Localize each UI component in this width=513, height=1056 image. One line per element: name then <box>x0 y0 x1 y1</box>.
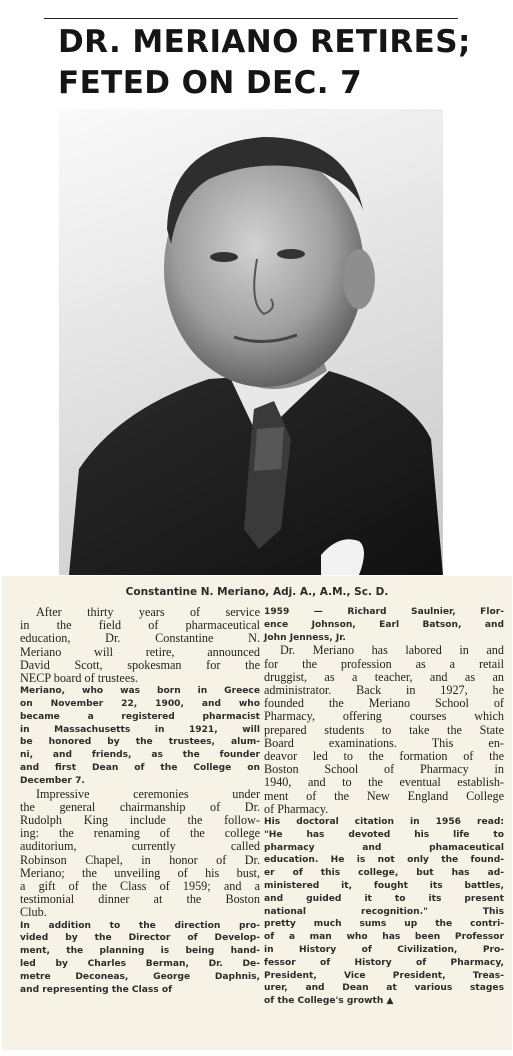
article-line: Dr. Meriano has labored in and <box>280 643 504 658</box>
article-line: His doctoral citation in 1956 read: <box>264 817 504 828</box>
article-paragraph <box>264 606 504 644</box>
article-line: David Scott, spokesman for the <box>20 657 260 672</box>
article-line: and representing the Class of <box>20 984 173 995</box>
article-line: vided by the Director of Develop- <box>20 933 260 944</box>
article-line: and first Dean of the College on <box>20 763 260 773</box>
article-line: be honored by the trustees, alum- <box>20 737 260 748</box>
article-line: John Jenness, Jr. <box>264 632 346 643</box>
article-line: In addition to the direction pro- <box>20 920 260 931</box>
article-line: Meriano will retire, announced <box>20 644 260 659</box>
article-line: administrator. Back in 1927, he <box>264 683 504 697</box>
article-line: Boston School of Pharmacy in <box>264 762 504 777</box>
article-line: a gift of the Class of 1959; and a <box>20 879 260 894</box>
article-line: ministered it, fought its battles, <box>264 881 504 892</box>
article-line: Robinson Chapel, in honor of Dr. <box>20 852 260 867</box>
article-right-column <box>264 606 504 1008</box>
article-line: in the field of pharmaceutical <box>20 618 260 633</box>
article-line: pretty much sums up the contri- <box>264 919 504 930</box>
article-line: auditorium, currently called <box>20 839 260 854</box>
article-line: pharmacy and phamaceutical <box>264 842 504 853</box>
article-line: ing: the renaming of the college <box>20 826 260 841</box>
article-line: December 7. <box>20 775 85 786</box>
article-line: druggist, as a teacher, and as an <box>264 669 504 684</box>
article-line: education. He is not only the found- <box>264 855 504 866</box>
headline-line-2: FETED ON DEC. 7 <box>58 65 363 101</box>
article-line: and guided it to its present <box>264 893 504 904</box>
article-line: President, Vice President, Treas- <box>264 970 504 981</box>
article-line: NECP board of trustees. <box>20 671 139 686</box>
article-line: "He has devoted his life to <box>264 829 504 840</box>
article-line: education, Dr. Constantine N. <box>20 631 260 646</box>
article-line: ment, the planning is being hand- <box>20 946 260 957</box>
article-line: Board examinations. This en- <box>264 735 504 750</box>
article-line: Meriano; the unveiling of his bust, <box>20 865 260 880</box>
article-line: testimonial dinner at the Boston <box>20 892 260 907</box>
article-line: er of this college, but has ad- <box>264 868 504 879</box>
article-paragraph <box>20 788 260 920</box>
article-line: Impressive ceremonies under <box>36 786 260 801</box>
headline <box>58 22 478 104</box>
article-line: founded the Meriano School of <box>264 696 504 711</box>
article-paragraph <box>20 606 260 685</box>
article-line: the general chairmanship of Dr. <box>20 799 260 814</box>
article-clipping <box>2 576 512 1050</box>
article-line: 1959 — Richard Saulnier, Flor- <box>264 607 504 617</box>
article-line: in Massachusetts in 1921, will <box>20 724 260 735</box>
article-line: urer, and Dean at various stages <box>264 983 504 994</box>
article-line: on November 22, 1900, and who <box>20 699 260 710</box>
article-line: became a registered pharmacist <box>20 711 260 722</box>
article-line: Pharmacy, offering courses which <box>264 709 504 724</box>
article-left-column <box>20 606 260 996</box>
article-paragraph <box>264 816 504 1008</box>
photo-caption: Constantine N. Meriano, Adj. A., A.M., Sc. D. <box>125 586 389 598</box>
article-paragraph <box>264 644 504 816</box>
article-line: of a man who has been Professor <box>264 932 504 943</box>
article-line: Club. <box>20 905 47 920</box>
article-paragraph <box>20 685 260 787</box>
article-line: of the College's growth ▲ <box>264 996 394 1007</box>
article-line: 1940, and to the eventual establish- <box>264 775 504 790</box>
article-line: Meriano, who was born in Greece <box>20 686 260 697</box>
article-line: Rudolph King include the follow- <box>20 813 260 827</box>
article-line: led by Charles Berman, Dr. De- <box>20 959 260 970</box>
portrait-photo <box>59 109 443 575</box>
article-line: deavor led to the formation of the <box>264 749 504 764</box>
article-line: in History of Civilization, Pro- <box>264 945 504 955</box>
article-line: After thirty years of service <box>36 605 260 619</box>
article-line: ence Johnson, Earl Batson, and <box>264 619 504 630</box>
article-paragraph <box>20 920 260 997</box>
top-rule <box>44 18 458 19</box>
article-line: ment of the New England College <box>264 788 504 803</box>
article-line: ni, and friends, as the founder <box>20 750 260 761</box>
article-line: prepared students to take the State <box>264 722 504 737</box>
article-line: of Pharmacy. <box>264 801 329 816</box>
article-line: for the profession as a retail <box>264 656 504 671</box>
article-line: metre Deconeas, George Daphnis, <box>20 971 260 982</box>
headline-line-1: DR. MERIANO RETIRES; <box>58 24 471 60</box>
article-line: national recognition." This <box>264 906 504 917</box>
article-line: fessor of History of Pharmacy, <box>264 957 504 968</box>
